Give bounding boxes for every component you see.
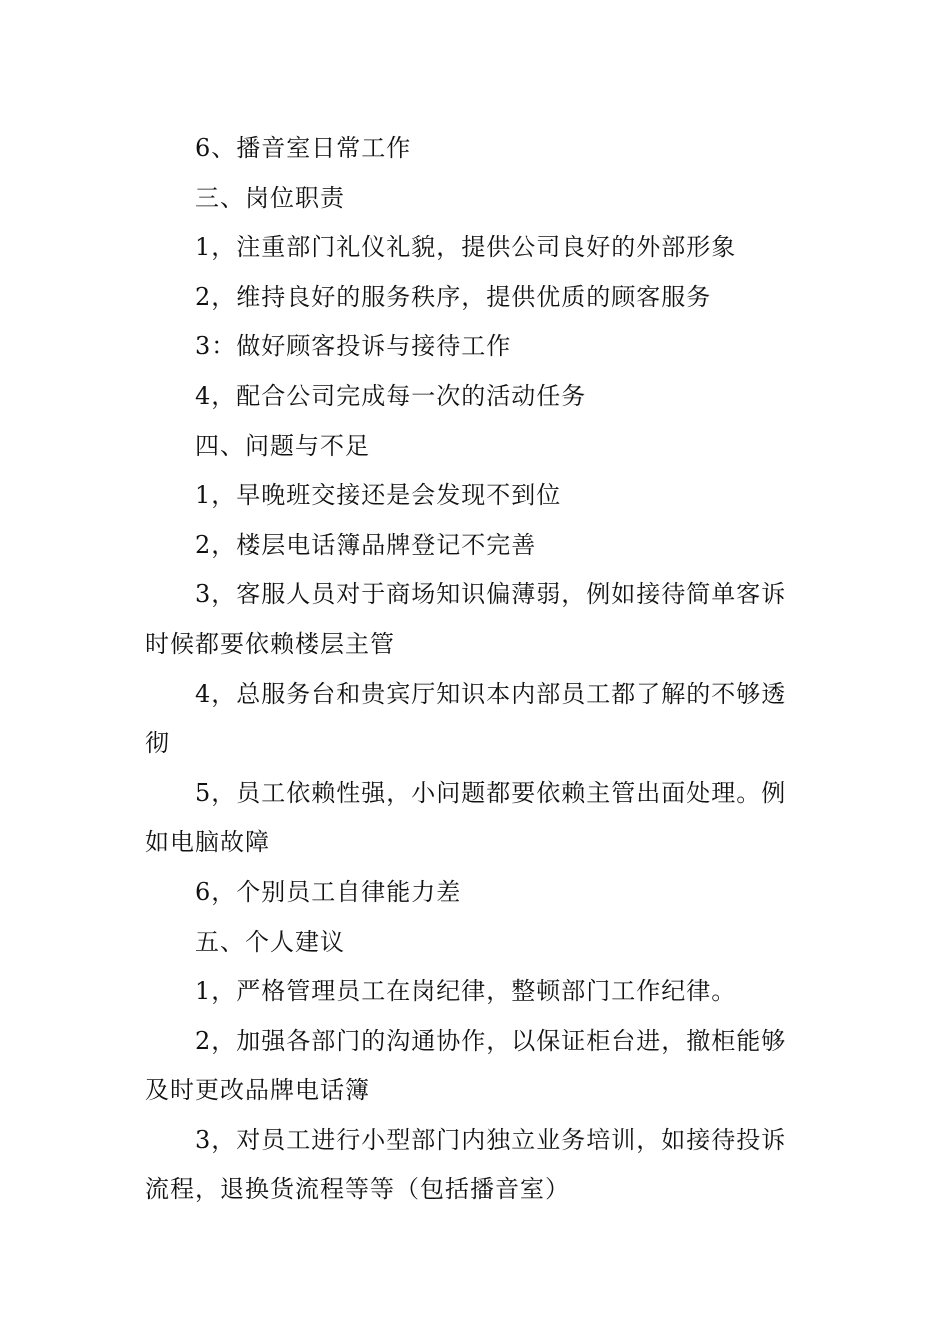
list-item: 5，员工依赖性强，小问题都要依赖主管出面处理。例如电脑故障 [145,778,787,857]
list-item: 4，配合公司完成每一次的活动任务 [195,381,587,410]
list-item: 4，总服务台和贵宾厅知识本内部员工都了解的不够透彻 [145,679,787,758]
list-item: 3，对员工进行小型部门内独立业务培训，如接待投诉流程，退换货流程等等（包括播音室） [145,1125,787,1204]
list-item-broadcast-room-daily-work: 6、播音室日常工作 [195,134,412,162]
list-item: 1，严格管理员工在岗纪律，整顿部门工作纪律。 [195,977,737,1006]
list-item: 2，维持良好的服务秩序，提供优质的顾客服务 [195,282,712,311]
list-item: 3：做好顾客投诉与接待工作 [195,332,512,361]
section-heading-suggestions: 五、个人建议 [195,927,345,956]
list-item: 2，楼层电话簿品牌登记不完善 [195,530,537,559]
section-heading-job-duties: 三、岗位职责 [195,183,345,212]
list-item: 1，早晚班交接还是会发现不到位 [195,481,562,510]
document-body [145,124,810,1215]
section-heading-problems: 四、问题与不足 [195,431,370,460]
list-item: 6，个别员工自律能力差 [195,877,462,906]
list-item: 2，加强各部门的沟通协作，以保证柜台进，撤柜能够及时更改品牌电话簿 [145,1026,787,1105]
list-item: 3，客服人员对于商场知识偏薄弱，例如接待简单客诉时候都要依赖楼层主管 [145,580,787,658]
list-item: 1，注重部门礼仪礼貌，提供公司良好的外部形象 [195,233,737,262]
